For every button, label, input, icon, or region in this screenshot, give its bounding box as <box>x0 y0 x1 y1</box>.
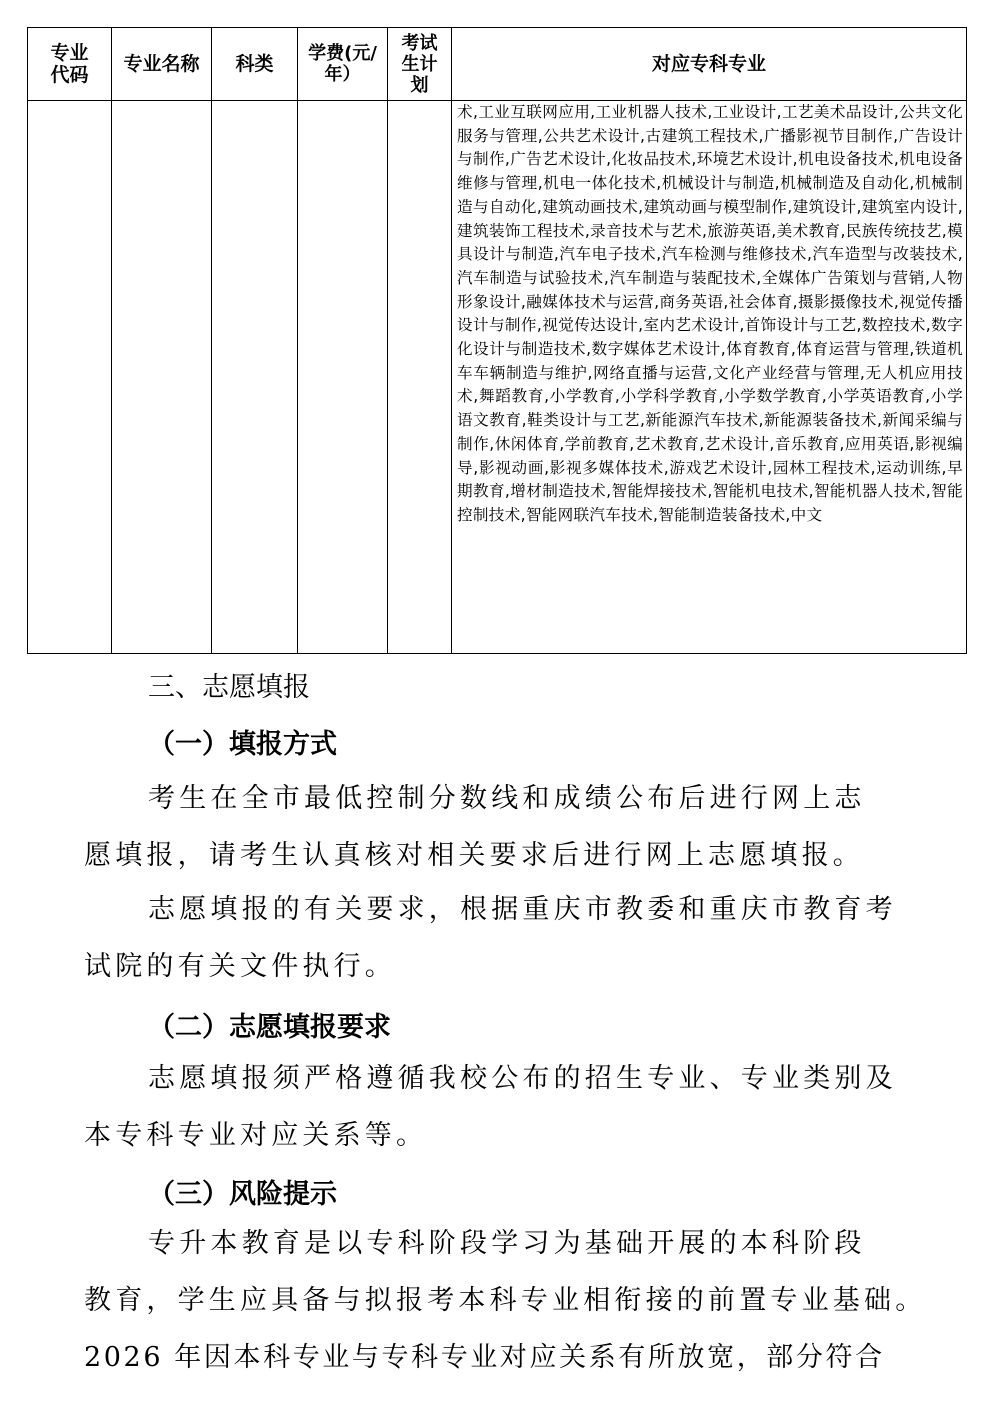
paragraph-line: 专升本教育是以专科阶段学习为基础开展的本科阶段 <box>148 1228 866 1259</box>
cell-major-code <box>28 101 112 654</box>
header-major-name: 专业名称 <box>112 28 212 101</box>
paragraph-line: 考生在全市最低控制分数线和成绩公布后进行网上志 <box>148 783 866 814</box>
cell-category <box>212 101 298 654</box>
header-exam-plan: 考试生计划 <box>388 28 452 101</box>
subsection-title-risk-warning: （三）风险提示 <box>148 1179 337 1210</box>
majors-table <box>27 27 967 654</box>
header-corresponding-majors: 对应专科专业 <box>452 28 967 101</box>
cell-major-name <box>112 101 212 654</box>
paragraph-line: 愿填报，请考生认真核对相关要求后进行网上志愿填报。 <box>84 840 864 871</box>
paragraph-filing-method-1 <box>84 770 914 884</box>
subsection-title-filing-requirements: （二）志愿填报要求 <box>148 1012 391 1043</box>
header-tuition: 学费(元/年） <box>298 28 388 101</box>
paragraph-filing-requirements <box>84 1050 914 1164</box>
paragraph-line: 志愿填报的有关要求，根据重庆市教委和重庆市教育考 <box>148 894 897 925</box>
cell-tuition <box>298 101 388 654</box>
header-category: 科类 <box>212 28 298 101</box>
paragraph-line: 志愿填报须严格遵循我校公布的招生专业、专业类别及 <box>148 1063 897 1094</box>
cell-exam-plan <box>388 101 452 654</box>
paragraph-risk-warning <box>84 1215 927 1386</box>
cell-corresponding-majors: 术,工业互联网应用,工业机器人技术,工业设计,工艺美术品设计,公共文化服务与管理,公共艺术设计,古建筑工程技术,广播影视节目制作,广告设计与制作,广告艺术设计,化妆品技术,环境艺术设计,机电设备技术,机电设备维修与管理,机电一体化技术,机械设计与制造,机械制造及自动化,机械制造与自动化,建筑动画技术,建筑动画与模型制作,建筑设计,建筑室内设计,建筑装饰工程技术,录音技术与艺术,旅游英语,美术教育,民族传统技艺,模具设计与制造,汽车电子技术,汽车检测与维修技术,汽车造型与改装技术,汽车制造与试验技术,汽车制造与装配技术,全媒体广告策划与营销,人物形象设计,融媒体技术与运营,商务英语,社会体育,摄影摄像技术,视觉传播设计与制作,视觉传达设计,室内艺术设计,首饰设计与工艺,数控技术,数字化设计与制造技术,数字媒体艺术设计,体育教育,体育运营与管理,铁道机车车辆制造与维护,网络直播与运营,文化产业经营与管理,无人机应用技术,舞蹈教育,小学教育,小学科学教育,小学数学教育,小学英语教育,小学语文教育,鞋类设计与工艺,新能源汽车技术,新能源装备技术,新闻采编与制作,休闲体育,学前教育,艺术教育,艺术设计,音乐教育,应用英语,影视编导,影视动画,影视多媒体技术,游戏艺术设计,园林工程技术,运动训练,早期教育,增材制造技术,智能焊接技术,智能机电技术,智能机器人技术,智能控制技术,智能网联汽车技术,智能制造装备技术,中文 <box>452 101 967 654</box>
table-header-row <box>28 28 967 101</box>
paragraph-line: 2026 年因本科专业与专科专业对应关系有所放宽，部分符合 <box>84 1342 885 1373</box>
paragraph-filing-method-2 <box>84 881 914 995</box>
subsection-title-filing-method: （一）填报方式 <box>148 729 337 760</box>
paragraph-line: 本专科专业对应关系等。 <box>84 1120 428 1151</box>
table-row <box>28 101 967 654</box>
section-title: 三、志愿填报 <box>148 672 310 703</box>
header-major-code: 专业代码 <box>28 28 112 101</box>
paragraph-line: 教育，学生应具备与拟报考本科专业相衔接的前置专业基础。 <box>84 1285 927 1316</box>
paragraph-line: 试院的有关文件执行。 <box>84 951 396 982</box>
